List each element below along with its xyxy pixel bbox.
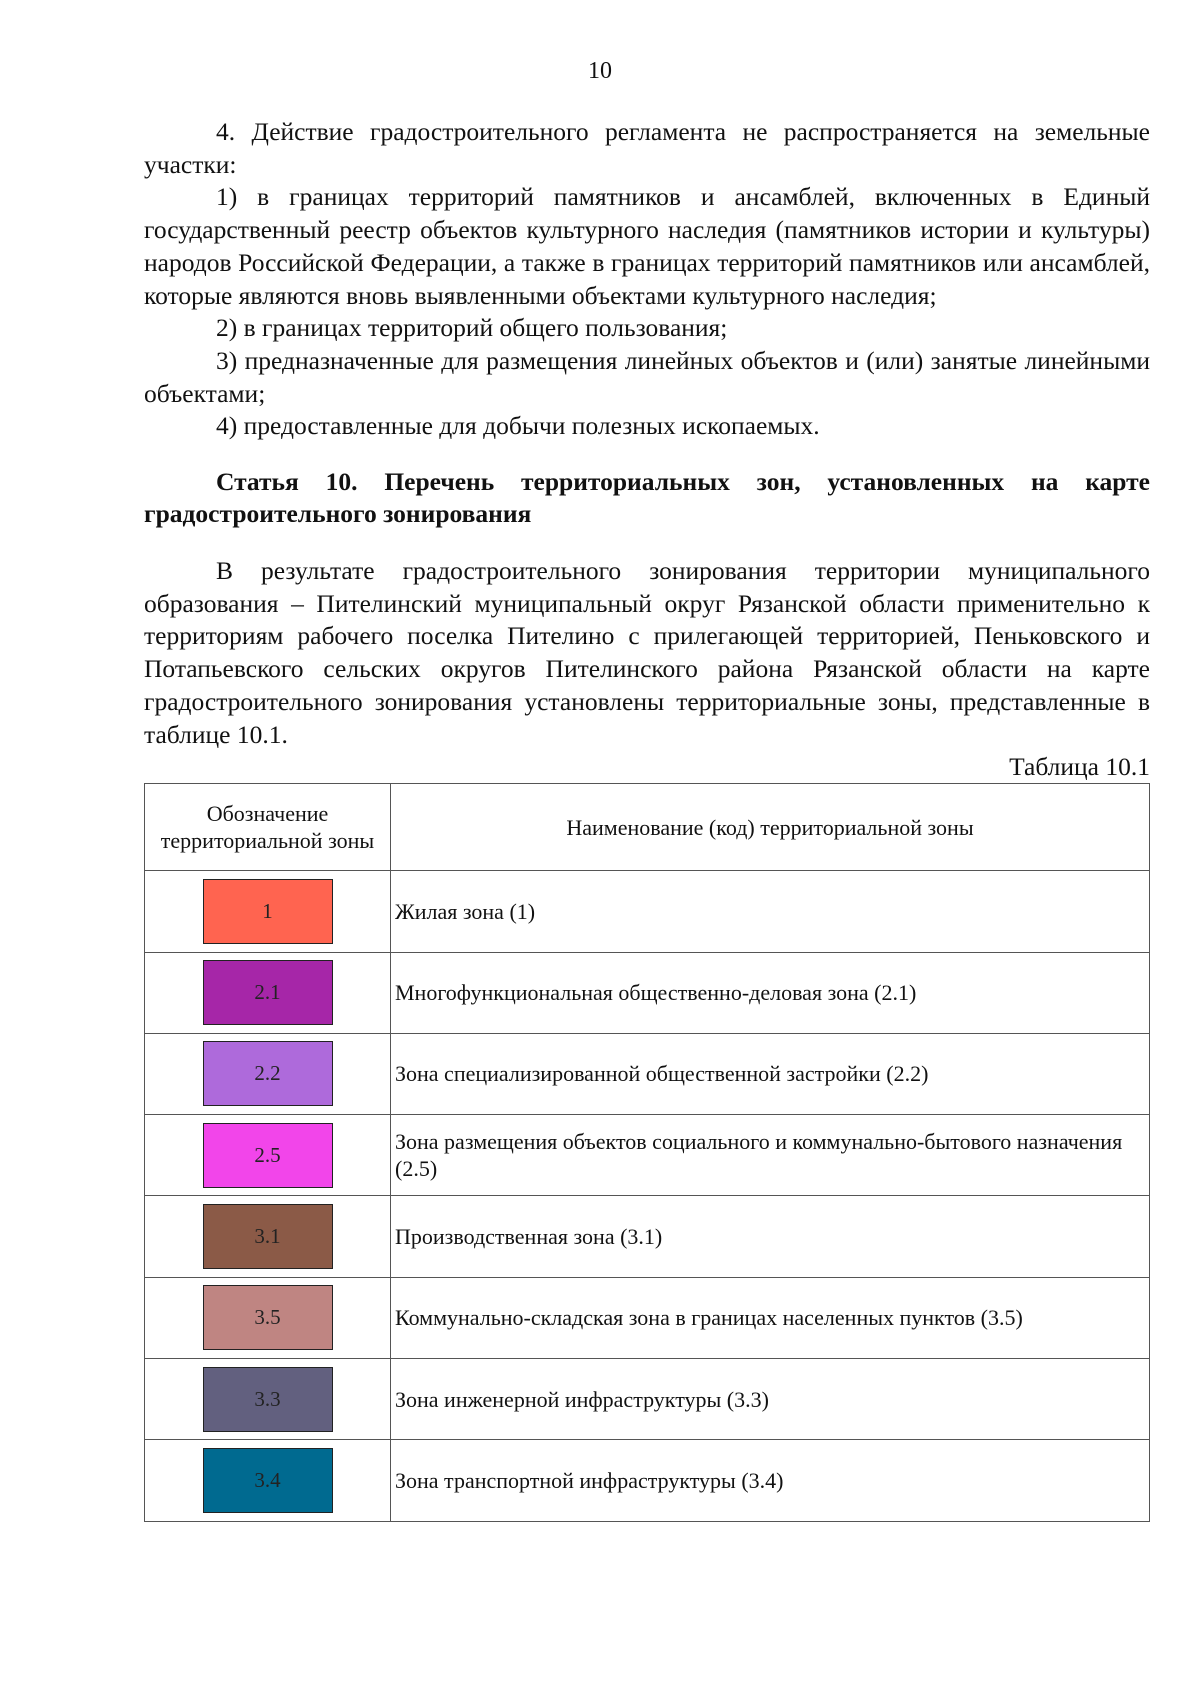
zone-color-swatch: 1 [203, 879, 333, 944]
table-header-row [145, 784, 1150, 871]
zone-designation-cell [145, 952, 391, 1033]
page-number: 10 [588, 58, 612, 84]
zone-color-swatch: 3.5 [203, 1285, 333, 1350]
header-designation: Обозначение территориальной зоны [145, 784, 391, 871]
zone-designation-cell [145, 1196, 391, 1277]
paragraph: 4) предоставленные для добычи полезных ископаемых. [216, 411, 820, 441]
table-row [145, 1115, 1150, 1196]
zone-color-swatch: 2.2 [203, 1041, 333, 1106]
document-body [144, 116, 1150, 1522]
zone-color-swatch: 2.5 [203, 1123, 333, 1188]
table-row [145, 871, 1150, 952]
table-row [145, 1277, 1150, 1358]
zone-color-swatch: 2.1 [203, 960, 333, 1025]
zone-designation-cell [145, 1277, 391, 1358]
paragraph: В результате градостроительного зонирования территории муниципального образования – Пителинский муниципальный округ Рязанской области применительно к территориям рабочего поселка Пителино с прилегающей территорией, Пеньковского и Потапьевского сельских округов Пителинского района Рязанской области на карте градостроительного зонирования установлены территориальные зоны, представленные в таблице 10.1. [144, 556, 1150, 749]
paragraph: 2) в границах территорий общего пользования; [216, 313, 728, 343]
zone-designation-cell [145, 1033, 391, 1114]
table-row [145, 1196, 1150, 1277]
zone-designation-cell [145, 871, 391, 952]
zone-designation-cell [145, 1440, 391, 1521]
zone-name-cell: Коммунально-складская зона в границах населенных пунктов (3.5) [391, 1277, 1150, 1358]
zone-name-cell: Производственная зона (3.1) [391, 1196, 1150, 1277]
zones-table [144, 783, 1150, 1521]
paragraph: 3) предназначенные для размещения линейных объектов и (или) занятые линейными объектами; [144, 345, 1150, 408]
zone-name-cell: Зона специализированной общественной застройки (2.2) [391, 1033, 1150, 1114]
table-row [145, 1440, 1150, 1521]
table-row [145, 1033, 1150, 1114]
table-row [145, 1359, 1150, 1440]
zone-name-cell: Жилая зона (1) [391, 871, 1150, 952]
zone-designation-cell [145, 1115, 391, 1196]
zone-name-cell: Зона транспортной инфраструктуры (3.4) [391, 1440, 1150, 1521]
table-caption: Таблица 10.1 [1009, 752, 1150, 782]
paragraph: 4. Действие градостроительного регламента не распространяется на земельные участки: [144, 117, 1150, 179]
header-zone-name: Наименование (код) территориальной зоны [391, 784, 1150, 871]
zone-designation-cell [145, 1359, 391, 1440]
table-row [145, 952, 1150, 1033]
zone-name-cell: Многофункциональная общественно-деловая зона (2.1) [391, 952, 1150, 1033]
zone-color-swatch: 3.4 [203, 1448, 333, 1513]
zone-color-swatch: 3.1 [203, 1204, 333, 1269]
zone-color-swatch: 3.3 [203, 1367, 333, 1432]
table-body [145, 871, 1150, 1521]
zone-name-cell: Зона инженерной инфраструктуры (3.3) [391, 1359, 1150, 1440]
zone-name-cell: Зона размещения объектов социального и коммунально-бытового назначения (2.5) [391, 1115, 1150, 1196]
paragraph: 1) в границах территорий памятников и ансамблей, включенных в Единый государственный реестр объектов культурного наследия (памятников истории и культуры) народов Российской Федерации, а также в границах территорий памятников или ансамблей, которые являются вновь выявленными объектами культурного наследия; [144, 182, 1150, 310]
article-heading: Статья 10. Перечень территориальных зон, установленных на карте градостроительного зонирования [144, 467, 1150, 529]
